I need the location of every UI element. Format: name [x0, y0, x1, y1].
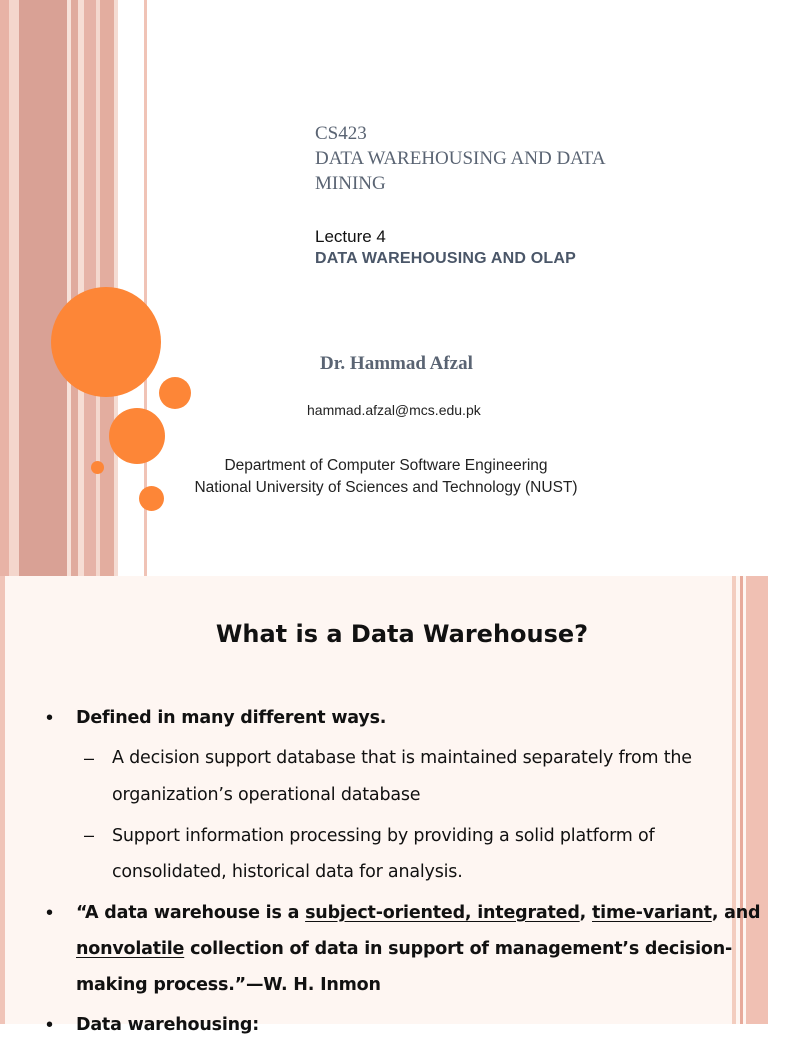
inmon-quote-line2 [76, 939, 732, 959]
university-name: National University of Sciences and Technology (NUST) [194, 479, 578, 496]
decorative-stripe [71, 0, 78, 576]
dash-marker: – [84, 748, 95, 768]
quote-text: “A data warehouse is a [76, 903, 306, 923]
sub-bullet-text: Support information processing by providing a solid platform of [112, 826, 655, 846]
quote-text: , and [711, 903, 761, 923]
lecture-number: Lecture 4 [315, 227, 386, 246]
term-subject-oriented-integrated: subject-oriented, integrated [305, 903, 580, 923]
inmon-quote-line1 [76, 903, 760, 923]
course-title-line1: DATA WAREHOUSING AND DATA [315, 148, 606, 169]
decorative-circle [51, 287, 161, 397]
sub-bullet-text: organization’s operational database [112, 785, 421, 805]
course-heading [315, 121, 735, 196]
author-name: Dr. Hammad Afzal [320, 353, 473, 374]
slide-title: What is a Data Warehouse? [215, 620, 589, 648]
decorative-stripe [0, 0, 9, 576]
bullet-marker: • [46, 707, 54, 729]
sub-bullet-text: consolidated, historical data for analysis. [112, 862, 463, 882]
lecture-subtitle: DATA WAREHOUSING AND OLAP [315, 250, 576, 267]
bullet-marker: • [46, 1014, 54, 1036]
course-code: CS423 [315, 123, 367, 144]
decorative-circle [159, 377, 191, 409]
quote-text: , [579, 903, 593, 923]
dash-marker: – [84, 825, 95, 845]
department-name: Department of Computer Software Engineering [224, 457, 548, 474]
author-email: hammad.afzal@mcs.edu.pk [307, 402, 481, 418]
bullet-data-warehousing: Data warehousing: [76, 1015, 260, 1035]
term-nonvolatile: nonvolatile [76, 939, 185, 959]
quote-text: collection of data in support of management’s decision- [184, 939, 733, 959]
bullet-marker: • [46, 902, 54, 924]
course-title-line2: MINING [315, 173, 386, 194]
content-slide [0, 576, 768, 1036]
decorative-stripe [9, 0, 19, 576]
inmon-quote-line3: making process.”—W. H. Inmon [76, 975, 381, 995]
decorative-circle [109, 408, 165, 464]
decorative-stripe [19, 0, 67, 576]
bullet-definition: Defined in many different ways. [76, 708, 387, 728]
term-time-variant: time-variant [592, 903, 712, 923]
sub-bullet-text: A decision support database that is maintained separately from the [112, 748, 692, 768]
decorative-circle [91, 461, 104, 474]
